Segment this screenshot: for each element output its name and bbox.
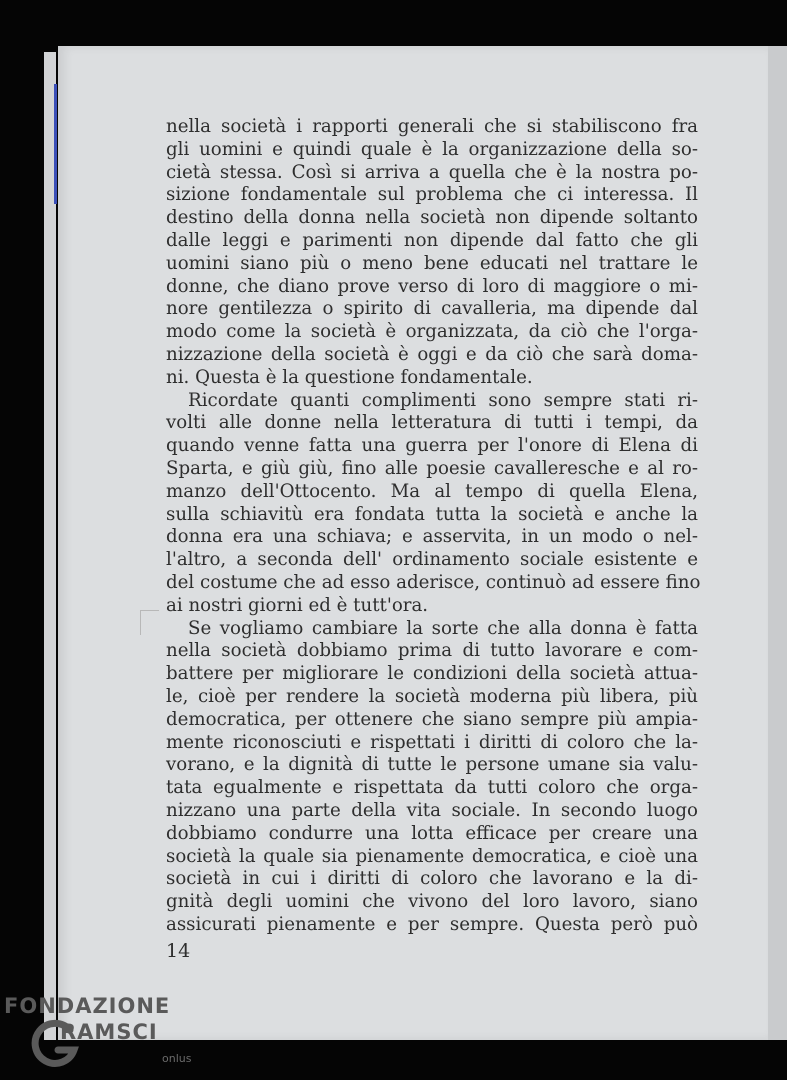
text-line: donne, che diano prove verso di loro di maggiore o mi- (166, 275, 698, 297)
text-line: assicurati pienamente e per sempre. Questa però può (166, 913, 698, 935)
text-line: tata egualmente e rispettata da tutti coloro che orga- (166, 777, 698, 799)
text-line: società in cui i diritti di coloro che lavorano e la di- (166, 868, 698, 890)
text-line: modo come la società è organizzata, da ciò che l'orga- (166, 321, 698, 343)
text-line: ni. Questa è la questione fondamentale. (166, 366, 533, 388)
text-line: Ricordate quanti complimenti sono sempre stati ri- (188, 389, 698, 411)
text-line: cietà stessa. Così si arriva a quella che è la nostra po- (166, 161, 698, 183)
text-line: le, cioè per rendere la società moderna più libera, più (166, 685, 698, 707)
watermark-onlus: onlus (162, 1052, 192, 1065)
pencil-margin-mark (140, 610, 159, 635)
page-number: 14 (166, 940, 191, 962)
text-line: vorano, e la dignità di tutte le persone umane sia valu- (166, 754, 698, 776)
page-edge-right (768, 46, 787, 1040)
text-line: quando venne fatta una guerra per l'onore di Elena di (166, 435, 698, 457)
text-line: gli uomini e quindi quale è la organizzazione della so- (166, 138, 698, 160)
text-line: Se vogliamo cambiare la sorte che alla donna è fatta (188, 617, 698, 639)
text-line: sizione fondamentale sul problema che ci interessa. Il (166, 184, 698, 206)
text-line: uomini siano più o meno bene educati nel trattare le (166, 252, 698, 274)
text-line: destino della donna nella società non dipende soltanto (166, 207, 698, 229)
text-line: nore gentilezza o spirito di cavalleria, ma dipende dal (166, 298, 698, 320)
page-edge-blue-strip (54, 84, 57, 204)
text-line: Sparta, e giù giù, fino alle poesie cavalleresche e al ro- (166, 457, 698, 479)
text-line: nella società i rapporti generali che si stabiliscono fra (166, 116, 698, 137)
body-text (166, 116, 701, 937)
text-line: sulla schiavitù era fondata tutta la società e anche la (166, 503, 698, 525)
text-line: gnità degli uomini che vivono del loro lavoro, siano (166, 891, 698, 913)
text-line: nizzazione della società è oggi e da ciò che sarà doma- (166, 343, 698, 365)
text-line: dalle leggi e parimenti non dipende dal fatto che gli (166, 229, 698, 251)
text-line: nizzano una parte della vita sociale. In secondo luogo (166, 799, 698, 821)
text-line: nella società dobbiamo prima di tutto lavorare e com- (166, 640, 698, 662)
text-line: donna era una schiava; e asservita, in un modo o nel- (166, 526, 698, 548)
text-line: mente riconosciuti e rispettati i diritti di coloro che la- (166, 731, 698, 753)
text-line: ai nostri giorni ed è tutt'ora. (166, 594, 429, 616)
fondazione-gramsci-watermark (4, 994, 204, 1074)
text-line: volti alle donne nella letteratura di tutti i tempi, da (166, 412, 698, 434)
text-line: del costume che ad esso aderisce, continuò ad essere fino (166, 571, 701, 593)
text-line: dobbiamo condurre una lotta efficace per creare una (166, 822, 698, 844)
text-line: battere per migliorare le condizioni della società attua- (166, 663, 698, 685)
watermark-line-2: RAMSCI (60, 1020, 158, 1044)
text-line: democratica, per ottenere che siano sempre più ampia- (166, 708, 698, 730)
watermark-line-1: FONDAZIONE (4, 994, 171, 1018)
text-line: l'altro, a seconda dell' ordinamento sociale esistente e (166, 549, 698, 571)
text-line: società la quale sia pienamente democratica, e cioè una (166, 845, 698, 867)
text-line: manzo dell'Ottocento. Ma al tempo di quella Elena, (166, 480, 698, 502)
